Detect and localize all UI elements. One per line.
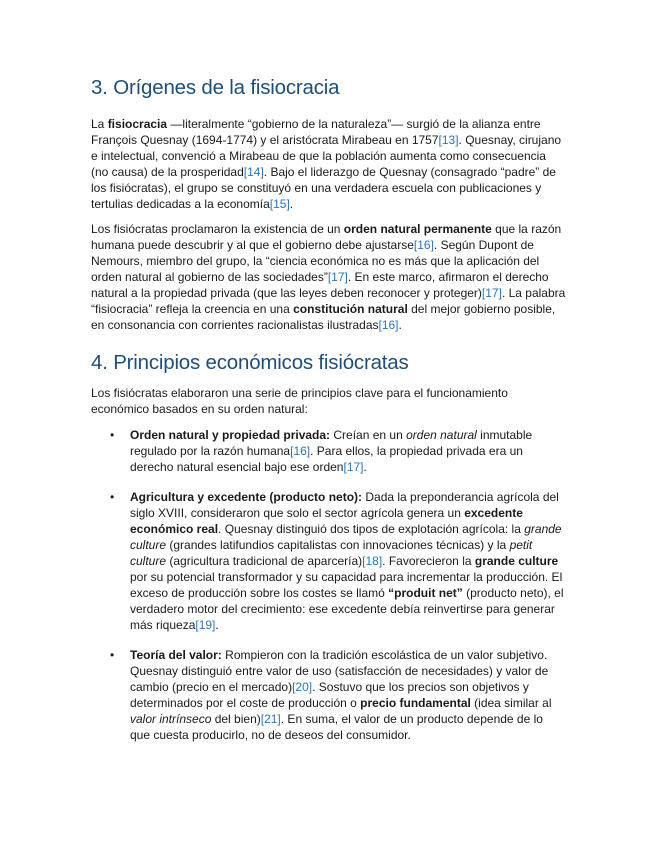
bold-term: grande culture	[474, 554, 559, 568]
italic-term: valor intrínseco	[130, 712, 212, 726]
citation-link[interactable]: [17]	[481, 286, 502, 300]
text-run: .	[215, 618, 219, 632]
text-run: que la razón humana puede descubrir y al que el gobierno debe ajustarse	[91, 222, 562, 252]
citation-link[interactable]: [20]	[292, 680, 313, 694]
bold-term: Orden natural y propiedad privada:	[130, 428, 331, 442]
bullet-icon: •	[110, 428, 115, 442]
citation-link[interactable]: [16]	[413, 238, 434, 252]
text-run: Los fisiócratas proclamaron la existencia de un	[91, 222, 344, 236]
document-page	[91, 74, 566, 757]
italic-term: petit culture	[130, 538, 533, 568]
section-heading-origenes: 3. Orígenes de la fisiocracia	[91, 76, 340, 99]
text-run: . Favorecieron la	[382, 554, 475, 568]
list-item-agriculture	[91, 489, 566, 633]
citation-link[interactable]: [16]	[378, 318, 399, 332]
bold-term: Teoría del valor:	[130, 648, 222, 662]
citation-link[interactable]: [16]	[290, 444, 311, 458]
text-run: . En este marco, afirmaron el derecho natural a la propiedad privada (que las leyes deben reconocer y proteger)	[91, 270, 549, 300]
citation-link[interactable]: [14]	[243, 165, 264, 179]
text-run: . Sostuvo que los precios son objetivos y determinados por el coste de producción o	[130, 680, 529, 710]
bold-term: constitución natural	[293, 302, 408, 316]
text-run: .	[289, 197, 294, 211]
paragraph-natural-order	[91, 221, 566, 333]
principles-list	[91, 427, 566, 743]
text-run: . En suma, el valor de un producto depende de lo que cuesta producirlo, no de deseos del consumidor.	[130, 712, 543, 742]
text-run: —literalmente “gobierno de la naturaleza”— surgió de la alianza entre François Quesnay (1694-1774) y el aristócrata Mirabeau en 1757	[91, 117, 541, 147]
citation-link[interactable]: [19]	[195, 618, 216, 632]
paragraph-principles-intro: Los fisiócratas elaboraron una serie de principios clave para el funcionamiento económico basados en su orden natural:	[91, 386, 508, 416]
text-run: inmutable regulado por la razón humana	[130, 428, 533, 458]
italic-term: grande culture	[130, 522, 562, 552]
bold-term: excedente económico real	[130, 506, 523, 536]
bold-term: Agricultura y excedente (producto neto):	[130, 490, 363, 504]
text-run: del mejor gobierno posible, en consonancia con corrientes racionalistas ilustradas	[91, 302, 556, 332]
text-run: La	[91, 117, 108, 131]
bold-term: precio fundamental	[360, 696, 471, 710]
text-run: del bien)	[211, 712, 261, 726]
list-item-value-theory	[91, 647, 566, 743]
text-run: Dada la preponderancia agrícola del siglo XVIII, consideraron que solo el sector agrícola genera un	[130, 490, 559, 520]
paragraph-origins	[91, 116, 566, 212]
text-run: . La palabra “fisiocracia” refleja la creencia en una	[91, 286, 566, 316]
text-run: Rompieron con la tradición escolástica de un valor subjetivo. Quesnay distinguió entre valor de uso (satisfacción de necesidades) y valor de cambio (precio en el mercado)	[130, 648, 549, 694]
bold-term: “produit net”	[388, 586, 463, 600]
text-run: .	[398, 318, 402, 332]
text-run: . Quesnay distinguió dos tipos de explotación agrícola: la	[218, 522, 525, 536]
text-run: (idea similar al	[470, 696, 552, 710]
citation-link[interactable]: [15]	[269, 197, 290, 211]
citation-link[interactable]: [17]	[343, 460, 364, 474]
text-run: . Bajo el liderazgo de Quesnay (consagrado “padre” de los fisiócratas), el grupo se constituyó en una verdadera escuela con publicaciones y tertulias dedicadas a la economía	[91, 165, 556, 211]
section-heading-principios: 4. Principios económicos fisiócratas	[91, 351, 409, 374]
text-run: (agricultura tradicional de aparcería)	[166, 554, 363, 568]
text-run: . Para ellos, la propiedad privada era un derecho natural esencial bajo ese orden	[130, 444, 523, 474]
citation-link[interactable]: [17]	[327, 270, 348, 284]
text-run: por su potencial transformador y su capacidad para incrementar la producción. El exceso de producción sobre los costes se llamó	[130, 570, 563, 600]
text-run: Creían en un	[330, 428, 407, 442]
citation-link[interactable]: [18]	[362, 554, 383, 568]
list-item-natural-order	[91, 427, 566, 475]
text-run: .	[363, 460, 367, 474]
citation-link[interactable]: [13]	[438, 133, 459, 147]
bold-term: orden natural permanente	[343, 222, 492, 236]
italic-term: orden natural	[406, 428, 477, 442]
bullet-icon: •	[110, 490, 115, 504]
text-run: . Según Dupont de Nemours, miembro del grupo, la “ciencia económica no es más que la aplicación del orden natural al gobierno de las sociedades”	[91, 238, 540, 284]
text-run: . Quesnay, cirujano e intelectual, convenció a Mirabeau de que la población aumenta como consecuencia (no causa) de la prosperidad	[91, 133, 562, 179]
citation-link[interactable]: [21]	[260, 712, 281, 726]
bullet-icon: •	[110, 648, 115, 662]
text-run: (producto neto), el verdadero motor del crecimiento: ese excedente debía reinvertirse para generar más riqueza	[130, 586, 564, 632]
text-run: (grandes latifundios capitalistas con innovaciones técnicas) y la	[166, 538, 510, 552]
bold-term: fisiocracia	[107, 117, 168, 131]
